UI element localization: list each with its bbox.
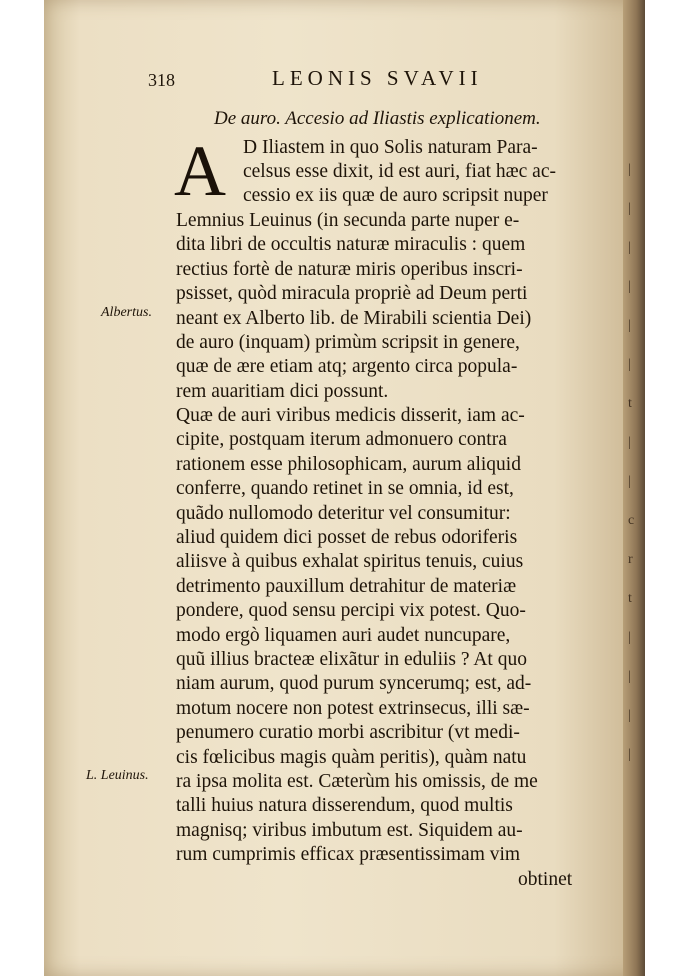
text-line: dita libri de occultis naturæ miraculis : quem <box>176 234 526 255</box>
text-line: Lemnius Leuinus (in secunda parte nuper e- <box>176 210 520 231</box>
text-line: rum cumprimis efficax præsentissimam vim <box>176 844 521 865</box>
text-line: quũ illius bracteæ elixãtur in eduliis ? At quo <box>176 649 527 670</box>
text-line: conferre, quando retinet in se omnia, id est, <box>176 478 514 499</box>
section-heading: De auro. Accesio ad Iliastis explicationem. <box>214 108 541 129</box>
page-number: 318 <box>148 70 175 90</box>
text-line: rem auaritiam dici possunt. <box>176 381 389 402</box>
text-line: Quæ de auri viribus medicis disserit, iam ac- <box>176 405 525 426</box>
text-line: cis fœlicibus magis quàm peritis), quàm natu <box>176 747 527 768</box>
margin-note-albertus: Albertus. <box>101 305 152 320</box>
text-line: ra ipsa molita est. Cæterùm his omissis, de me <box>176 771 538 792</box>
text-line: quæ de ære etiam atq; argento circa popula- <box>176 356 518 377</box>
text-line: aliud quidem dici posset de rebus odoriferis <box>176 527 518 548</box>
text-line: rectius fortè de naturæ miris operibus inscri- <box>176 259 523 280</box>
text-line: psisset, quòd miracula propriè ad Deum perti <box>176 283 528 304</box>
text-line: D Iliastem in quo Solis naturam Para- <box>243 137 538 158</box>
text-line: modo ergò liquamen auri audet nuncupare, <box>176 625 511 646</box>
text-line: detrimento pauxillum detrahitur de materiæ <box>176 576 517 597</box>
text-line: neant ex Alberto lib. de Mirabili scientia Dei) <box>176 308 532 329</box>
text-line: motum nocere non potest extrinsecus, illi sæ- <box>176 698 530 719</box>
text-line: magnisq; viribus imbutum est. Siquidem au- <box>176 820 523 841</box>
text-line: rationem esse philosophicam, aurum aliquid <box>176 454 521 475</box>
facing-page-fragments: | | | | | | t | | c r t | | | | <box>628 162 635 762</box>
text-line: niam aurum, quod purum syncerumq; est, ad- <box>176 673 532 694</box>
text-line: pondere, quod sensu percipi vix potest. Quo- <box>176 600 526 621</box>
text-line: talli huius natura disserendum, quod multis <box>176 795 513 816</box>
text-line: aliisve à quibus exhalat spiritus tenuis, cuius <box>176 551 524 572</box>
text-line: celsus esse dixit, id est auri, fiat hæc ac- <box>243 161 556 182</box>
text-line: obtinet <box>518 869 573 890</box>
running-title: LEONIS SVAVII <box>272 66 483 90</box>
margin-note-leuinus: L. Leuinus. <box>86 768 149 783</box>
text-line: penumero curatio morbi ascribitur (vt medi- <box>176 722 520 743</box>
text-line: de auro (inquam) primùm scripsit in genere, <box>176 332 520 353</box>
text-line: quãdo nullomodo deteritur vel consumitur: <box>176 503 511 524</box>
text-line: cipite, postquam iterum admonuero contra <box>176 429 507 450</box>
drop-cap: A <box>174 131 226 211</box>
text-line: cessio ex iis quæ de auro scripsit nuper <box>243 185 548 206</box>
